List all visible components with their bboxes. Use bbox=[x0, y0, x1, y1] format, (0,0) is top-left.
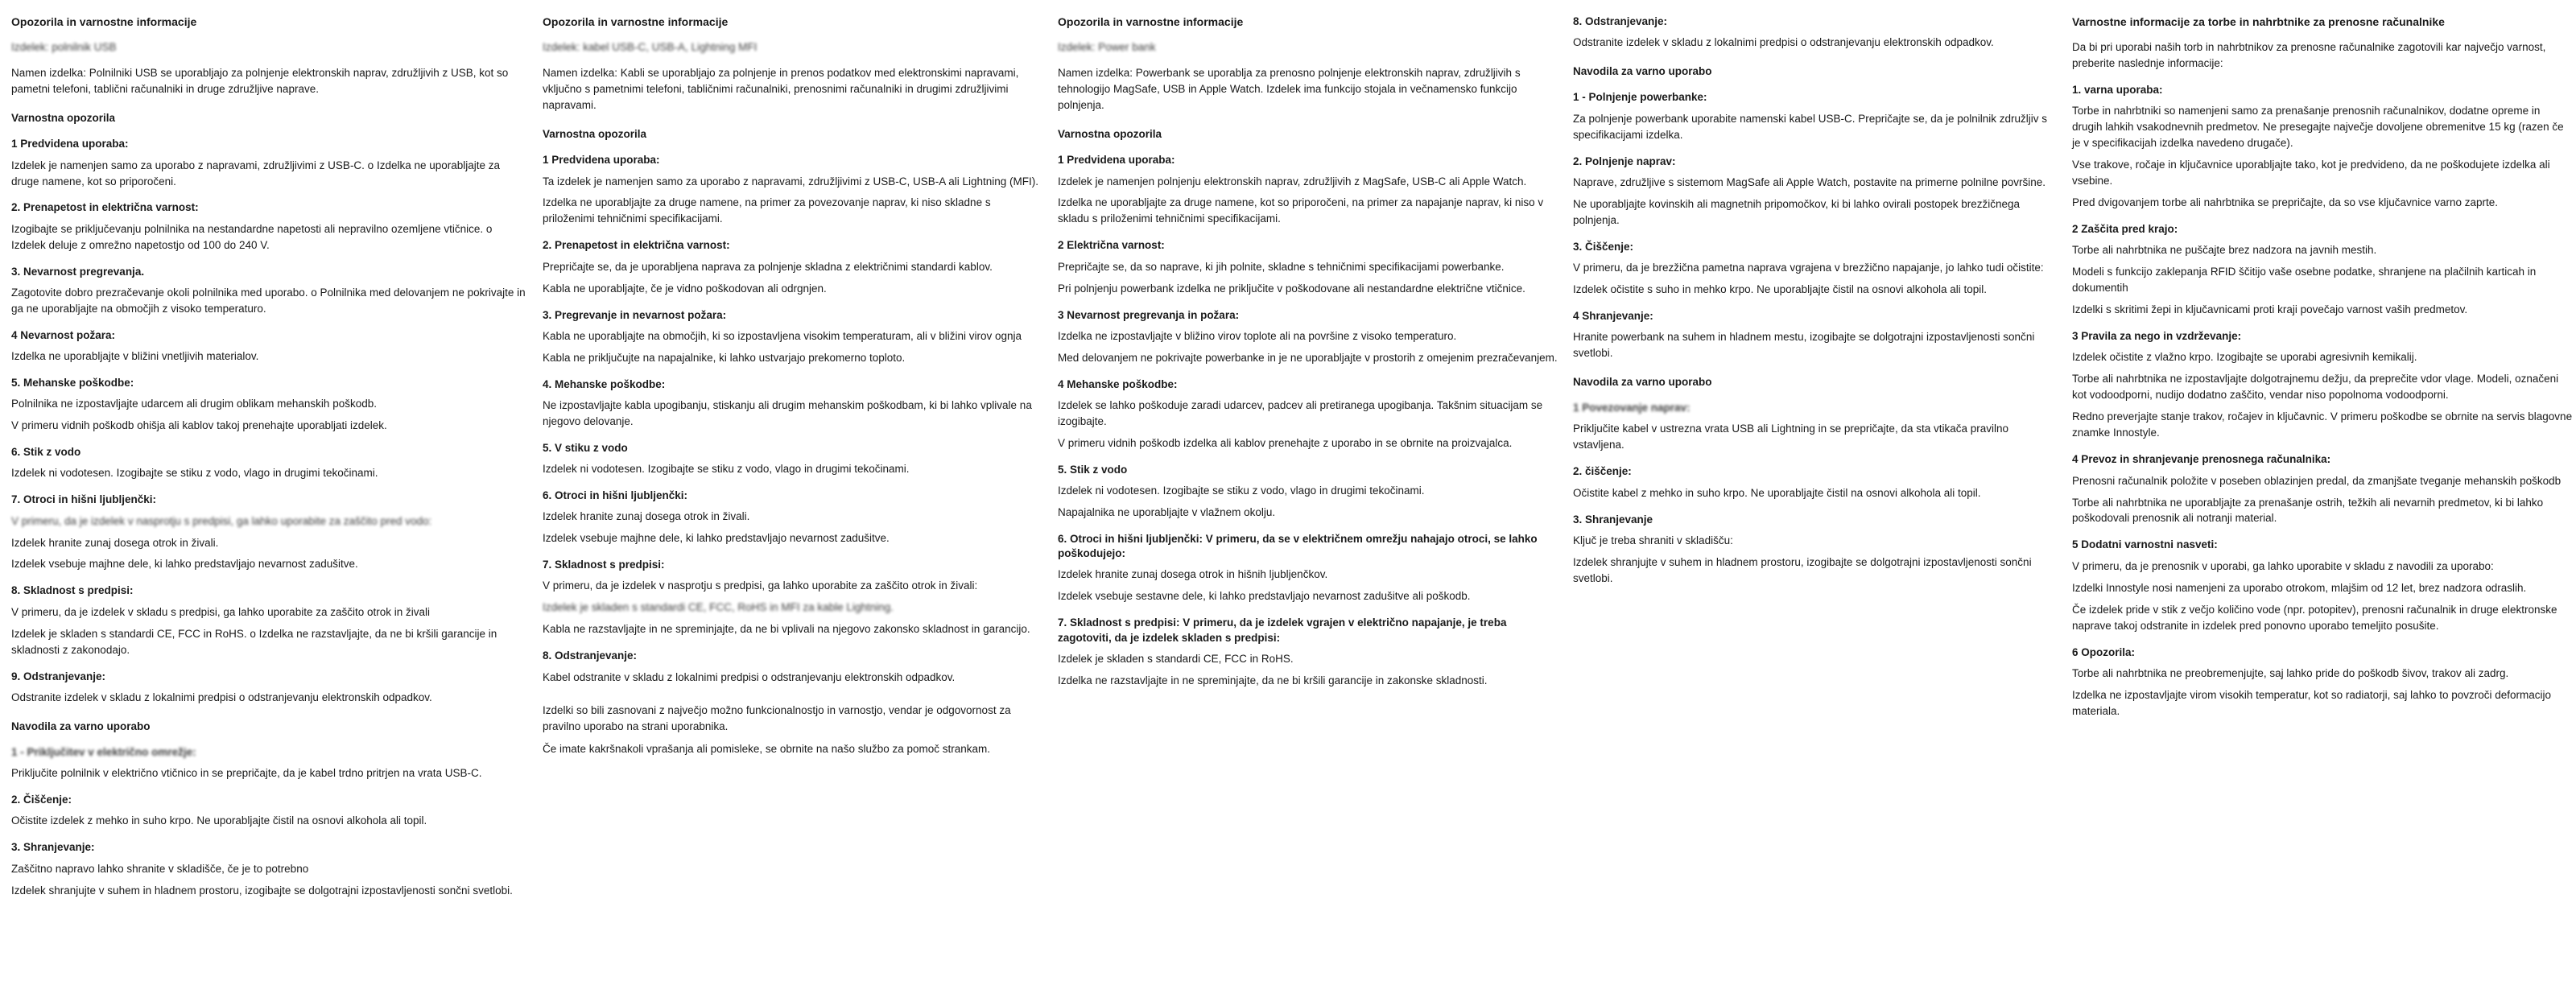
usage-body-4-3: V primeru, da je brezžična pametna naprava vgrajena v brezžično napajanje, jo lahko tudi očistite: bbox=[1573, 261, 2044, 274]
section-body-3-6b: Izdelek vsebuje sestavne dele, ki lahko predstavljajo nevarnost zadušitve ali poškodb. bbox=[1058, 590, 1471, 603]
product-purpose: Namen izdelka: Polnilniki USB se uporabljajo za polnjenje elektronskih naprav, združljivih z USB, kot so pametni telefoni, tablični računalniki in druge združljive naprave. bbox=[11, 67, 509, 96]
usage-body-1: Priključite polnilnik v električno vtičnico in se prepričajte, da je kabel trdno pritrjen na vrata USB-C. bbox=[11, 767, 482, 780]
section-body-3-3b: Med delovanjem ne pokrivajte powerbanke in je ne uporabljajte v prostorih z omejenim prezračevanjem. bbox=[1058, 351, 1558, 364]
section-body-3-2: Prepričajte se, da so naprave, ki jih polnite, skladne s tehničnimi specifikacijami powerbanke. bbox=[1058, 260, 1505, 273]
section-heading-7: 7. Otroci in hišni ljubljenčki: bbox=[11, 493, 157, 506]
section-body-2-6: Izdelek hranite zunaj dosega otrok in živali. bbox=[543, 510, 750, 523]
product-label: Izdelek: polnilnik USB bbox=[11, 41, 117, 54]
column-usb-charger bbox=[11, 14, 543, 906]
section-heading-2-1: 1 Predvidena uporaba: bbox=[543, 154, 660, 167]
section-heading-2-4: 4. Mehanske poškodbe: bbox=[543, 377, 666, 390]
usage2-body-1: Priključite kabel v ustrezna vrata USB ali Lightning in se prepričajte, da sta vtikača pravilno vstavljena. bbox=[1573, 423, 2009, 451]
section-heading-5-4: 4 Prevoz in shranjevanje prenosnega računalnika: bbox=[2072, 453, 2331, 466]
usage-heading-2: 2. Čiščenje: bbox=[11, 794, 72, 806]
section-body-3-2b: Pri polnjenju powerbank izdelka ne priključite v poškodovane ali nestandardne električne vtičnice. bbox=[1058, 282, 1525, 295]
section-body-9: Odstranite izdelek v skladu z lokalnimi predpisi o odstranjevanju elektronskih odpadkov. bbox=[11, 691, 432, 703]
warnings-heading-3: Varnostna opozorila bbox=[1058, 128, 1162, 141]
section-heading-5-1: 1. varna uporaba: bbox=[2072, 84, 2163, 97]
section-body-2-5: Izdelek ni vodotesen. Izogibajte se stiku z vodo, vlago in drugimi tekočinami. bbox=[543, 463, 910, 476]
section-body-5-2b: Modeli s funkcijo zaklepanja RFID ščitijo vaše osebne podatke, shranjene na plačilnih karticah in dokumentih bbox=[2072, 266, 2537, 295]
section-body-5-2: Torbe ali nahrbtnika ne puščajte brez nadzora na javnih mestih. bbox=[2072, 244, 2377, 257]
section-body-2-2: Prepričajte se, da je uporabljena naprava za polnjenje skladna z električnimi standardi kablov. bbox=[543, 260, 993, 273]
section-body-2-2b: Kabla ne uporabljajte, če je vidno poškodovan ali odrgnjen. bbox=[543, 282, 827, 295]
usage-heading-4-2: 2. Polnjenje naprav: bbox=[1573, 155, 1676, 167]
section-body-1: Izdelek je namenjen samo za uporabo z napravami, združljivimi z USB-C. o Izdelka ne uporabljajte za druge namene, kot so priporočeni. bbox=[11, 159, 501, 188]
usage-heading-4-1: 1 - Polnjenje powerbanke: bbox=[1573, 91, 1707, 104]
usage-body-3b: Izdelek shranjujte v suhem in hladnem prostoru, izogibajte se dolgotrajni izpostavljenosti sončni svetlobi. bbox=[11, 884, 513, 897]
section-body-5-6b: Izdelka ne izpostavljajte virom visokih temperatur, kot so radiatorji, saj lahko to povzroči deformacijo materiala. bbox=[2072, 688, 2552, 717]
product-purpose-3: Namen izdelka: Powerbank se uporablja za prenosno polnjenje elektronskih naprav, združljivih s tehnologijo MagSafe, USB in Apple Watch. Izdelek ima funkcijo stojala in večnamensko funkcijo polnjenja. bbox=[1058, 67, 1521, 112]
section-body-7b: Izdelek hranite zunaj dosega otrok in živali. bbox=[11, 536, 219, 549]
section-heading-3: 3. Nevarnost pregrevanja. bbox=[11, 265, 145, 278]
usage2-body-2: Očistite kabel z mehko in suho krpo. Ne uporabljajte čistil na osnovi alkohola ali topil. bbox=[1573, 486, 1981, 499]
section-body-2-7b: Izdelek je skladen s standardi CE, FCC, RoHS in MFI za kable Lightning. bbox=[543, 601, 894, 614]
section-heading-3-1: 1 Predvidena uporaba: bbox=[1058, 154, 1175, 167]
product-purpose-2: Namen izdelka: Kabli se uporabljajo za polnjenje in prenos podatkov med elektronskimi napravami, vključno s pametnimi telefoni, tabličnimi računalniki, prenosnimi računalniki in drugimi združljivimi napravami. bbox=[543, 67, 1019, 112]
section-body-3-7b: Izdelka ne razstavljajte in ne spreminjajte, da ne bi kršili garancije in zakonske skladnosti. bbox=[1058, 674, 1488, 686]
section-body-2-8: Kabel odstranite v skladu z lokalnimi predpisi o odstranjevanju elektronskih odpadkov. bbox=[543, 670, 956, 683]
section-body-2: Izogibajte se priključevanju polnilnika na nestandardne napetosti ali nepravilno ozemljene vtičnice. o Izdelek deluje z omrežno napetostjo od 100 do 240 V. bbox=[11, 222, 493, 251]
section-heading-3-6: 6. Otroci in hišni ljubljenčki: V primeru, da se v električnem omrežju nahajajo otroci, se lahko poškodujejo: bbox=[1058, 533, 1538, 560]
usage-body-4-1: Za polnjenje powerbank uporabite namenski kabel USB-C. Prepričajte se, da je polnilnik združljiv s specifikacijami izdelka. bbox=[1573, 112, 2048, 141]
section-body-3-3: Izdelka ne izpostavljajte v bližino virov toplote ali na površine z visoko temperaturo. bbox=[1058, 329, 1457, 342]
usage-body-4-2: Naprave, združljive s sistemom MagSafe ali Apple Watch, postavite na primerne polnilne površine. bbox=[1573, 175, 2046, 188]
usage-heading-1: 1 - Priključitev v električno omrežje: bbox=[11, 745, 196, 758]
usage2-body-3b: Izdelek shranjujte v suhem in hladnem prostoru, izogibajte se dolgotrajni izpostavljenosti sončni svetlobi. bbox=[1573, 555, 2032, 584]
bags-intro: Da bi pri uporabi naših torb in nahrbtnikov za prenosne računalnike zagotovili kar največjo varnost, preberite naslednje informacije: bbox=[2072, 41, 2546, 70]
section-body-2-7c: Kabla ne razstavljajte in ne spreminjajte, da ne bi vplivali na njegovo zakonsko skladnost in garancijo. bbox=[543, 623, 1030, 636]
section-heading-5-5: 5 Dodatni varnostni nasveti: bbox=[2072, 538, 2218, 551]
section-body-5-3b: Torbe ali nahrbtnika ne izpostavljajte dolgotrajnemu dežju, da preprečite vdor vlage. Modeli, označeni kot vodoodporni, nudijo dodatno zaščito, vendar niso popolnoma vodoodporni. bbox=[2072, 373, 2559, 402]
section-body-2-7: V primeru, da je izdelek v nasprotju s predpisi, ga lahko uporabite za zaščito otrok in živali: bbox=[543, 579, 978, 592]
section-body-5-1b: Vse trakove, ročaje in ključavnice uporabljajte tako, kot je predvideno, da ne poškodujete izdelka ali vsebine. bbox=[2072, 159, 2550, 188]
column-powerbank-continued bbox=[1573, 14, 2072, 594]
usage-heading-3: 3. Shranjevanje: bbox=[11, 841, 95, 854]
usage-body-4-4: Hranite powerbank na suhem in hladnem mestu, izogibajte se dolgotrajni izpostavljenosti sončni svetlobi. bbox=[1573, 331, 2035, 360]
section-body-5-6: Torbe ali nahrbtnika ne preobremenjujte, saj lahko pride do poškodb šivov, trakov ali zadrg. bbox=[2072, 666, 2509, 679]
section-heading-2-6: 6. Otroci in hišni ljubljenčki: bbox=[543, 489, 688, 502]
section-body-8b: Izdelek je skladen s standardi CE, FCC in RoHS. o Izdelka ne razstavljajte, da ne bi kršili garancije in skladnosti z zakonodajo. bbox=[11, 627, 497, 656]
section-body-3-5b: Napajalnika ne uporabljajte v vlažnem okolju. bbox=[1058, 506, 1276, 519]
section-heading-2-8: 8. Odstranjevanje: bbox=[543, 649, 638, 662]
product-label-3: Izdelek: Power bank bbox=[1058, 41, 1156, 54]
usage2-body-3: Ključ je treba shraniti v skladišču: bbox=[1573, 534, 1733, 546]
section-body-5-2c: Izdelki s skritimi žepi in ključavnicami proti kraji povečajo varnost vaših predmetov. bbox=[2072, 303, 2468, 316]
section-heading-5-3: 3 Pravila za nego in vzdrževanje: bbox=[2072, 330, 2242, 343]
section-body-2-4: Ne izpostavljajte kabla upogibanju, stiskanju ali drugim mehanskim poškodbam, ki bi lahko vplivale na njegovo delovanje. bbox=[543, 398, 1032, 427]
warnings-heading: Varnostna opozorila bbox=[11, 112, 116, 125]
section-body-8: V primeru, da je izdelek v skladu s predpisi, ga lahko uporabite za zaščito otrok in živali bbox=[11, 605, 431, 618]
section-body-5-5b: Izdelki Innostyle nosi namenjeni za uporabo otrokom, mlajšim od 12 let, brez nadzora odraslih. bbox=[2072, 581, 2527, 594]
usage-heading: Navodila za varno uporabo bbox=[11, 719, 151, 732]
section-heading-5: 5. Mehanske poškodbe: bbox=[11, 376, 134, 389]
column-bags-backpacks bbox=[2072, 14, 2576, 727]
section-body-5-1c: Pred dvigovanjem torbe ali nahrbtnika se prepričajte, da so vse ključavnice varno zaprte. bbox=[2072, 196, 2499, 209]
section-body-6: Izdelek ni vodotesen. Izogibajte se stiku z vodo, vlago in drugimi tekočinami. bbox=[11, 467, 378, 480]
section-heading-3-3: 3 Nevarnost pregrevanja in požara: bbox=[1058, 308, 1240, 321]
section-body-5-4b: Torbe ali nahrbtnika ne uporabljajte za prenašanje ostrih, težkih ali nevarnih predmetov, ki bi lahko poškodovali prenosnik ali notranji material. bbox=[2072, 496, 2544, 525]
section-body-7c: Izdelek vsebuje majhne dele, ki lahko predstavljajo nevarnost zadušitve. bbox=[11, 558, 358, 571]
section-heading-2-5: 5. V stiku z vodo bbox=[543, 441, 628, 454]
usage-body-4-2b: Ne uporabljajte kovinskih ali magnetnih pripomočkov, ki bi lahko ovirali postopek brezžičnega polnjenja. bbox=[1573, 197, 2021, 226]
usage-heading-4-3: 3. Čiščenje: bbox=[1573, 240, 1634, 253]
section-body-5-1: Torbe in nahrbtniki so namenjeni samo za prenašanje prenosnih računalnikov, dodatne opreme in drugih lahkih vsakodnevnih predmetov. Ne presegajte največje dovoljene obremenitve 15 kg (razen če je v specifikacijah izdelka navedeno drugače). bbox=[2072, 105, 2564, 150]
section-body-5-3: Izdelek očistite z vlažno krpo. Izogibajte se uporabi agresivnih kemikalij. bbox=[2072, 351, 2417, 364]
section-body-5-5c: Če izdelek pride v stik z večjo količino vode (npr. potopitev), prenosni računalnik in druge elektronske naprave takoj odstranite in izdelek pred ponovno uporabo temeljito posušite. bbox=[2072, 603, 2557, 632]
footer-note-1: Izdelki so bili zasnovani z največjo možno funkcionalnostjo in varnostjo, vendar je odgovornost za pravilno uporabo na strani uporabnika. bbox=[543, 703, 1011, 732]
section-body-2-3b: Kabla ne priključujte na napajalnike, ki lahko ustvarjajo prekomerno toploto. bbox=[543, 351, 906, 364]
section-heading-9: 9. Odstranjevanje: bbox=[11, 670, 106, 682]
section-body-3-5: Izdelek ni vodotesen. Izogibajte se stiku z vodo, vlago in drugimi tekočinami. bbox=[1058, 484, 1425, 497]
section-body-2-1: Ta izdelek je namenjen samo za uporabo z napravami, združljivimi z USB-C, USB-A ali Lightning (MFI). bbox=[543, 175, 1038, 188]
section-heading-3-5: 5. Stik z vodo bbox=[1058, 463, 1128, 476]
section-heading-2-3: 3. Pregrevanje in nevarnost požara: bbox=[543, 308, 727, 321]
page-title-3: Opozorila in varnostne informacije bbox=[1058, 15, 1244, 28]
section-body-5-4: Prenosni računalnik položite v poseben oblazinjen predal, da zmanjšate tveganje mehanskih poškodb bbox=[2072, 474, 2562, 487]
section-body-3-4b: V primeru vidnih poškodb izdelka ali kablov prenehajte z uporabo in se obrnite na proizvajalca. bbox=[1058, 436, 1513, 449]
section-body-7: V primeru, da je izdelek v nasprotju s predpisi, ga lahko uporabite za zaščito pred vodo: bbox=[11, 514, 432, 527]
section-body-3-7: Izdelek je skladen s standardi CE, FCC in RoHS. bbox=[1058, 652, 1294, 665]
section-body-3-6: Izdelek hranite zunaj dosega otrok in hišnih ljubljenčkov. bbox=[1058, 568, 1328, 581]
section-body-4: Izdelka ne uporabljajte v bližini vnetljivih materialov. bbox=[11, 350, 259, 362]
usage-body-2: Očistite izdelek z mehko in suho krpo. Ne uporabljajte čistil na osnovi alkohola ali topil. bbox=[11, 814, 427, 827]
section-body-5b: V primeru vidnih poškodb ohišja ali kablov takoj prenehajte uporabljati izdelek. bbox=[11, 419, 387, 432]
section-heading-2-7: 7. Skladnost s predpisi: bbox=[543, 559, 665, 571]
page-title: Opozorila in varnostne informacije bbox=[11, 15, 197, 28]
section-body-3-4: Izdelek se lahko poškoduje zaradi udarcev, padcev ali pretiranega upogibanja. Takšnim situacijam se izogibajte. bbox=[1058, 398, 1543, 427]
section-body-3-1: Izdelek je namenjen polnjenju elektronskih naprav, združljivih z MagSafe, USB-C ali Apple Watch. bbox=[1058, 175, 1527, 188]
section-heading-6: 6. Stik z vodo bbox=[11, 446, 81, 459]
column-cable-mfi bbox=[543, 14, 1058, 765]
section-heading-2-2: 2. Prenapetost in električna varnost: bbox=[543, 239, 730, 252]
section-body-4-8: Odstranite izdelek v skladu z lokalnimi predpisi o odstranjevanju elektronskih odpadkov. bbox=[1573, 36, 1994, 49]
section-heading-4-8: 8. Odstranjevanje: bbox=[1573, 15, 1668, 27]
usage2-heading-3: 3. Shranjevanje bbox=[1573, 513, 1653, 526]
section-heading-3-4: 4 Mehanske poškodbe: bbox=[1058, 377, 1178, 390]
usage-body-4-3b: Izdelek očistite s suho in mehko krpo. Ne uporabljajte čistil na osnovi alkohola ali topil. bbox=[1573, 282, 1988, 295]
usage-body-3: Zaščitno napravo lahko shranite v skladišče, če je to potrebno bbox=[11, 862, 309, 875]
section-body-2-6b: Izdelek vsebuje majhne dele, ki lahko predstavljajo nevarnost zadušitve. bbox=[543, 532, 890, 545]
usage2-heading-2: 2. čiščenje: bbox=[1573, 465, 1632, 478]
usage-heading-4-second: Navodila za varno uporabo bbox=[1573, 376, 1712, 388]
usage-heading-4-4: 4 Shranjevanje: bbox=[1573, 309, 1653, 322]
section-body-3-1b: Izdelka ne uporabljajte za druge namene, kot so priporočeni, na primer za napajanje naprav, ki niso v skladu s priloženimi tehničnimi specifikacijami. bbox=[1058, 196, 1544, 225]
section-heading-4: 4 Nevarnost požara: bbox=[11, 328, 116, 341]
section-body-2-3: Kabla ne uporabljajte na območjih, ki so izpostavljena visokim temperaturam, ali v bližini virov ognja bbox=[543, 329, 1022, 342]
section-heading-3-7: 7. Skladnost s predpisi: V primeru, da je izdelek vgrajen v električno napajanje, je treba zagotoviti, da je izdelek skladen s predpisi: bbox=[1058, 616, 1507, 644]
section-heading-1: 1 Predvidena uporaba: bbox=[11, 138, 129, 150]
product-label-2: Izdelek: kabel USB-C, USB-A, Lightning MFI bbox=[543, 41, 758, 54]
section-heading-3-2: 2 Električna varnost: bbox=[1058, 239, 1165, 252]
footer-note-2: Če imate kakršnakoli vprašanja ali pomisleke, se obrnite na našo službo za pomoč strankam. bbox=[543, 743, 991, 756]
warnings-heading-2: Varnostna opozorila bbox=[543, 128, 647, 141]
section-heading-2: 2. Prenapetost in električna varnost: bbox=[11, 201, 199, 214]
usage2-heading-1: 1 Povezovanje naprav: bbox=[1573, 402, 1690, 414]
section-heading-5-6: 6 Opozorila: bbox=[2072, 645, 2136, 658]
usage-heading-4: Navodila za varno uporabo bbox=[1573, 65, 1712, 78]
section-body-5-3c: Redno preverjajte stanje trakov, ročajev in ključavnic. V primeru poškodbe se obrnite na servis blagovne znamke Innostyle. bbox=[2072, 410, 2573, 439]
page-title-5: Varnostne informacije za torbe in nahrbtnike za prenosne računalnike bbox=[2072, 15, 2445, 28]
page-title-2: Opozorila in varnostne informacije bbox=[543, 15, 729, 28]
section-body-3: Zagotovite dobro prezračevanje okoli polnilnika med uporabo. o Polnilnika med delovanjem ne pokrivajte in ga ne uporabljajte na območjih z visoko temperaturo. bbox=[11, 286, 526, 315]
section-heading-8: 8. Skladnost s predpisi: bbox=[11, 584, 134, 597]
section-body-5: Polnilnika ne izpostavljajte udarcem ali drugim oblikam mehanskih poškodb. bbox=[11, 398, 377, 410]
section-body-5-5: V primeru, da je prenosnik v uporabi, ga lahko uporabite v skladu z navodili za uporabo: bbox=[2072, 559, 2494, 572]
section-heading-5-2: 2 Zaščita pred krajo: bbox=[2072, 223, 2178, 236]
column-powerbank bbox=[1058, 14, 1573, 696]
section-body-2-1b: Izdelka ne uporabljajte za druge namene, na primer za povezovanje naprav, ki niso skladne s priloženimi tehničnimi specifikacijami. bbox=[543, 196, 991, 225]
